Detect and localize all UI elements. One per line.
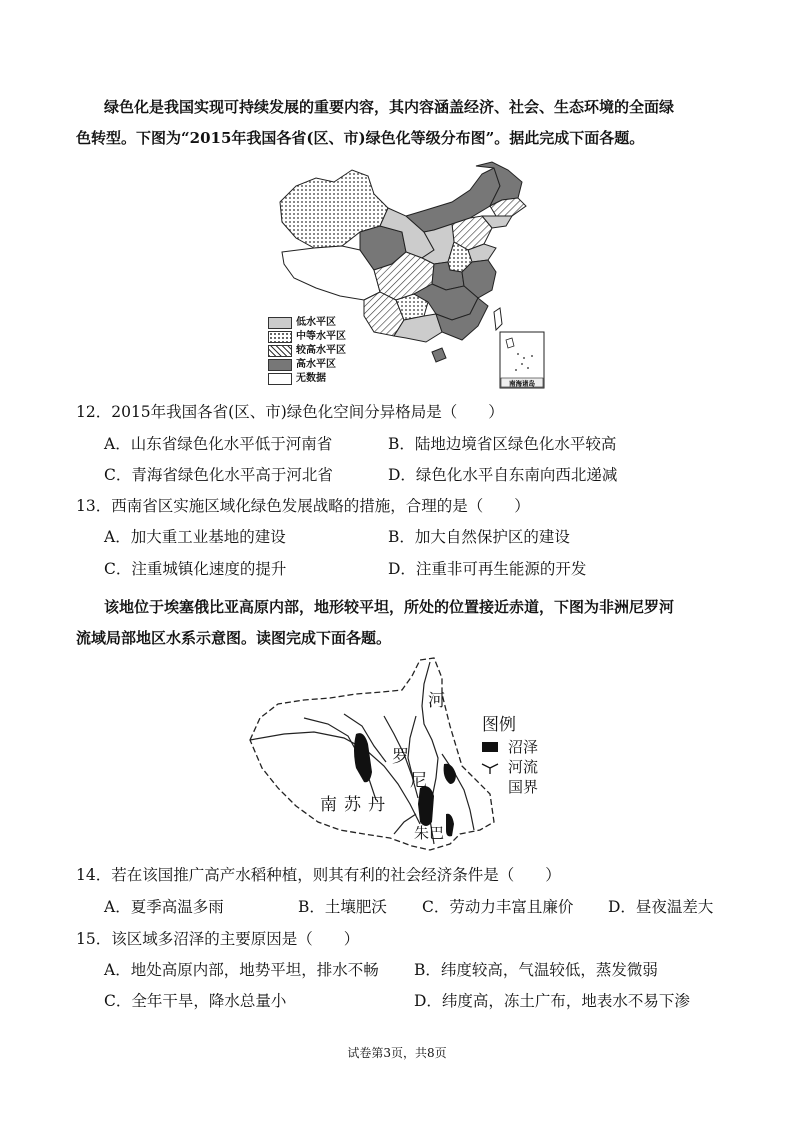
legend-border-label: 国界 [508, 778, 539, 796]
passage-2 [104, 592, 724, 623]
legend-none-label: 无数据 [296, 373, 326, 384]
passage-2-line-2-wrap [76, 623, 724, 654]
legend-low-label: 低水平区 [296, 317, 336, 328]
label-su: 苏 [344, 795, 361, 815]
passage-1-line-2-wrap [76, 123, 724, 154]
label-he: 河 [428, 691, 445, 711]
legend-medium-swatch [268, 331, 292, 343]
legend-none [268, 372, 326, 386]
legend-higher-label: 较高水平区 [296, 345, 346, 356]
q15-option-c[interactable]: C．全年干旱，降水总量小 [104, 992, 287, 1010]
q13-option-a[interactable]: A．加大重工业基地的建设 [104, 528, 286, 546]
swamp-3 [418, 786, 434, 826]
passage-2-line-2: 流域局部地区水系示意图。读图完成下面各题。 [76, 629, 392, 647]
legend-river-label: 河流 [508, 758, 539, 776]
legend-higher [268, 344, 346, 358]
swamp-4 [446, 814, 454, 837]
q15-stem: 15．该区域多沼泽的主要原因是（ ） [76, 930, 360, 948]
country-border [250, 658, 494, 850]
region-taiwan [494, 308, 502, 330]
q13-option-d[interactable]: D．注重非可再生能源的开发 [388, 560, 587, 578]
passage-1-line-1: 绿色化是我国实现可持续发展的重要内容，其内容涵盖经济、社会、生态环境的全面绿 [104, 98, 675, 116]
q12-option-a[interactable]: A．山东省绿色化水平低于河南省 [104, 435, 333, 453]
passage-2-line-1: 该地位于埃塞俄比亚高原内部，地形较平坦，所处的位置接近赤道，下图为非洲尼罗河 [104, 598, 675, 616]
legend-swamp-swatch [482, 742, 498, 752]
q14-option-d[interactable]: D．昼夜温差大 [608, 898, 714, 916]
river-south [394, 814, 416, 834]
legend-high-label: 高水平区 [296, 359, 336, 370]
label-ni: 尼 [410, 771, 427, 791]
passage-1-line-2: 色转型。下图为“2015年我国各省(区、市)绿色化等级分布图”。据此完成下面各题。 [76, 129, 645, 147]
q13-option-c[interactable]: C．注重城镇化速度的提升 [104, 560, 287, 578]
q15-option-b[interactable]: B．纬度较高，气温较低，蒸发微弱 [414, 961, 658, 979]
nile-river-map [244, 654, 554, 854]
q12-option-d[interactable]: D．绿色化水平自东南向西北递减 [388, 466, 618, 484]
inset-label: 南海诸岛 [509, 379, 535, 388]
legend-low-swatch [268, 317, 292, 329]
label-nan: 南 [320, 795, 337, 815]
label-zhuba: 朱巴 [414, 824, 445, 842]
q14-stem: 14．若在该国推广高产水稻种植，则其有利的社会经济条件是（ ） [76, 866, 561, 884]
swamp-1 [354, 733, 372, 782]
swamp-2 [444, 764, 456, 784]
legend-river-swatch [482, 764, 498, 774]
region-hainan [432, 348, 446, 362]
legend-swamp-label: 沼泽 [508, 738, 539, 756]
legend-title: 图例 [482, 715, 516, 735]
q14-option-c[interactable]: C．劳动力丰富且廉价 [422, 898, 574, 916]
q15-option-d[interactable]: D．纬度高，冻土广布，地表水不易下渗 [414, 992, 690, 1010]
q12-option-b[interactable]: B．陆地边境省区绿色化水平较高 [388, 435, 617, 453]
q13-option-b[interactable]: B．加大自然保护区的建设 [388, 528, 570, 546]
legend-low [268, 316, 336, 330]
q14-option-b[interactable]: B．土壤肥沃 [298, 898, 387, 916]
legend-none-swatch [268, 373, 292, 385]
q12-option-c[interactable]: C．青海省绿色化水平高于河北省 [104, 466, 333, 484]
q12-stem: 12．2015年我国各省(区、市)绿色化空间分异格局是（ ） [76, 403, 504, 421]
legend-higher-swatch [268, 345, 292, 357]
passage-1 [104, 92, 724, 123]
legend-high-swatch [268, 359, 292, 371]
legend-medium [268, 330, 346, 344]
label-luo: 罗 [392, 747, 409, 767]
page-footer: 试卷第3页，共8页 [347, 1046, 447, 1060]
q13-stem: 13．西南省区实施区域化绿色发展战略的措施，合理的是（ ） [76, 497, 530, 515]
q14-option-a[interactable]: A．夏季高温多雨 [104, 898, 224, 916]
legend-medium-label: 中等水平区 [296, 331, 346, 342]
q15-option-a[interactable]: A．地处高原内部，地势平坦，排水不畅 [104, 961, 379, 979]
label-dan: 丹 [368, 795, 385, 815]
legend-high [268, 358, 336, 372]
